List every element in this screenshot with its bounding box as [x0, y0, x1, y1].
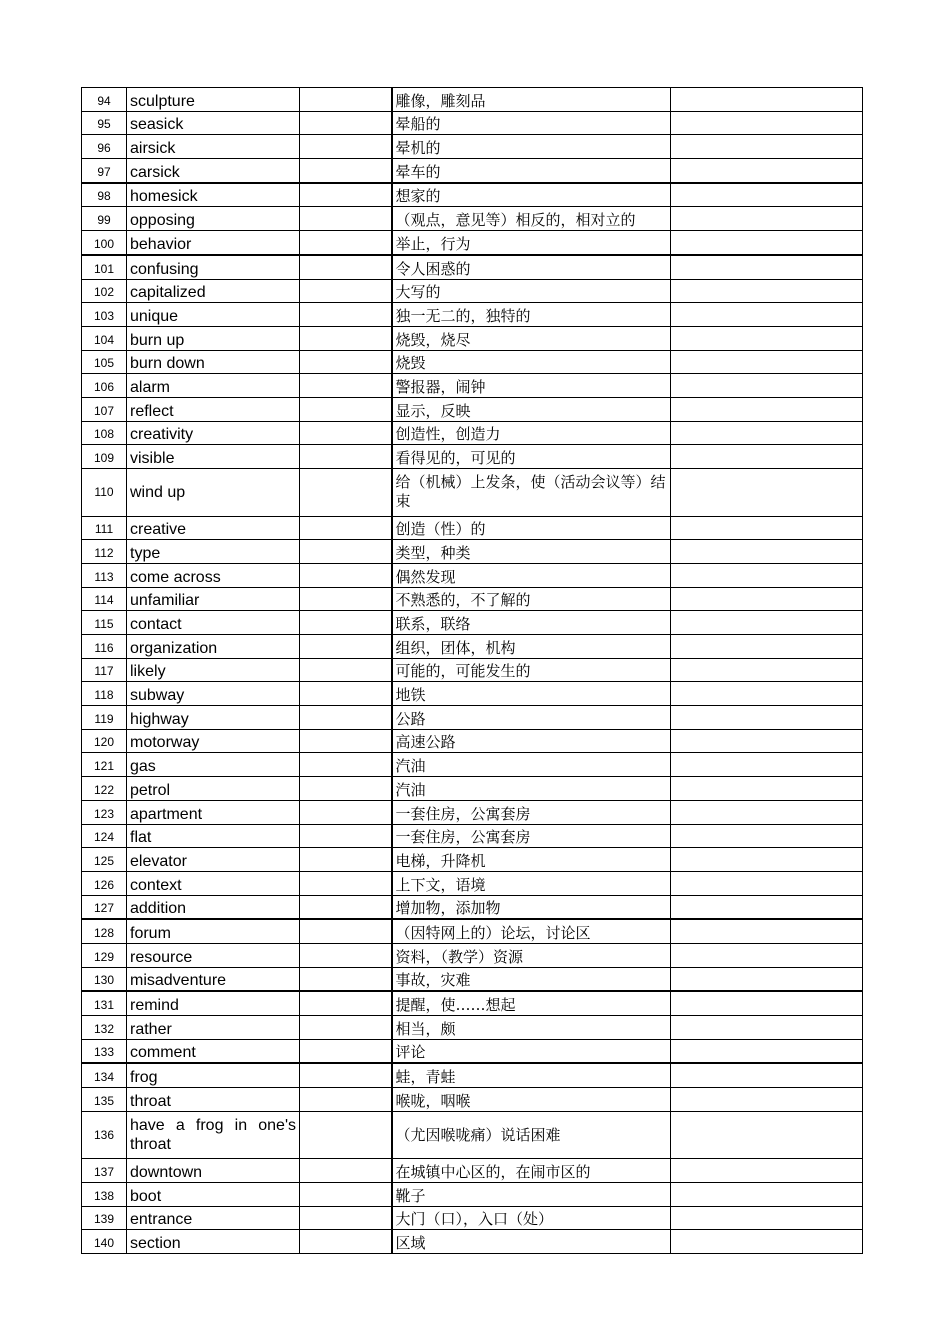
table-row [82, 635, 863, 659]
blank-cell [300, 729, 392, 753]
english-word: section [127, 1230, 300, 1254]
table-row [82, 871, 863, 895]
table-row [82, 1039, 863, 1063]
blank-cell [300, 563, 392, 587]
blank-cell [300, 919, 392, 943]
note-cell [671, 516, 863, 540]
blank-cell [300, 824, 392, 848]
english-word: creative [127, 516, 300, 540]
note-cell [671, 255, 863, 279]
note-cell [671, 397, 863, 421]
blank-cell [300, 159, 392, 183]
chinese-meaning: 可能的，可能发生的 [392, 658, 671, 682]
row-number: 106 [82, 374, 127, 398]
note-cell [671, 658, 863, 682]
note-cell [671, 635, 863, 659]
blank-cell [300, 991, 392, 1015]
chinese-meaning: 给（机械）上发条，使（活动会议等）结束 [392, 469, 671, 517]
row-number: 95 [82, 111, 127, 135]
note-cell [671, 326, 863, 350]
english-word: homesick [127, 183, 300, 207]
table-row [82, 279, 863, 303]
english-word: capitalized [127, 279, 300, 303]
note-cell [671, 967, 863, 991]
blank-cell [300, 374, 392, 398]
table-row [82, 350, 863, 374]
english-word: addition [127, 895, 300, 919]
blank-cell [300, 1088, 392, 1112]
english-word: gas [127, 753, 300, 777]
blank-cell [300, 397, 392, 421]
chinese-meaning: 提醒，使……想起 [392, 991, 671, 1015]
row-number: 126 [82, 871, 127, 895]
table-row [82, 658, 863, 682]
chinese-meaning: 创造性，创造力 [392, 421, 671, 445]
english-word: context [127, 871, 300, 895]
row-number: 113 [82, 563, 127, 587]
blank-cell [300, 587, 392, 611]
chinese-meaning: 独一无二的，独特的 [392, 303, 671, 327]
note-cell [671, 1063, 863, 1087]
english-word: flat [127, 824, 300, 848]
row-number: 115 [82, 611, 127, 635]
row-number: 137 [82, 1159, 127, 1183]
table-row [82, 445, 863, 469]
note-cell [671, 135, 863, 159]
row-number: 139 [82, 1206, 127, 1230]
note-cell [671, 1016, 863, 1040]
chinese-meaning: 显示，反映 [392, 397, 671, 421]
table-row [82, 374, 863, 398]
row-number: 100 [82, 231, 127, 255]
blank-cell [300, 350, 392, 374]
chinese-meaning: 靴子 [392, 1183, 671, 1207]
chinese-meaning: 不熟悉的，不了解的 [392, 587, 671, 611]
english-word: type [127, 540, 300, 564]
english-word: opposing [127, 207, 300, 231]
chinese-meaning: 资料，（教学）资源 [392, 943, 671, 967]
row-number: 119 [82, 706, 127, 730]
english-word: forum [127, 919, 300, 943]
english-word: reflect [127, 397, 300, 421]
row-number: 117 [82, 658, 127, 682]
table-row [82, 1183, 863, 1207]
table-row [82, 1063, 863, 1087]
blank-cell [300, 1159, 392, 1183]
note-cell [671, 777, 863, 801]
row-number: 121 [82, 753, 127, 777]
row-number: 101 [82, 255, 127, 279]
chinese-meaning: 高速公路 [392, 729, 671, 753]
blank-cell [300, 469, 392, 517]
note-cell [671, 871, 863, 895]
row-number: 99 [82, 207, 127, 231]
note-cell [671, 800, 863, 824]
english-word: burn down [127, 350, 300, 374]
chinese-meaning: 联系，联络 [392, 611, 671, 635]
blank-cell [300, 611, 392, 635]
chinese-meaning: 上下文，语境 [392, 871, 671, 895]
note-cell [671, 88, 863, 112]
chinese-meaning: 一套住房，公寓套房 [392, 800, 671, 824]
table-row [82, 587, 863, 611]
row-number: 102 [82, 279, 127, 303]
english-word: alarm [127, 374, 300, 398]
chinese-meaning: 晕船的 [392, 111, 671, 135]
row-number: 128 [82, 919, 127, 943]
table-row [82, 991, 863, 1015]
note-cell [671, 374, 863, 398]
table-row [82, 326, 863, 350]
row-number: 131 [82, 991, 127, 1015]
chinese-meaning: 创造（性）的 [392, 516, 671, 540]
row-number: 132 [82, 1016, 127, 1040]
chinese-meaning: 烧毁 [392, 350, 671, 374]
english-word: creativity [127, 421, 300, 445]
blank-cell [300, 635, 392, 659]
chinese-meaning: 警报器，闹钟 [392, 374, 671, 398]
chinese-meaning: 公路 [392, 706, 671, 730]
table-row [82, 1230, 863, 1254]
english-word: motorway [127, 729, 300, 753]
english-word: wind up [127, 469, 300, 517]
note-cell [671, 848, 863, 872]
english-word: sculpture [127, 88, 300, 112]
row-number: 96 [82, 135, 127, 159]
row-number: 107 [82, 397, 127, 421]
note-cell [671, 540, 863, 564]
blank-cell [300, 255, 392, 279]
note-cell [671, 1088, 863, 1112]
table-row [82, 255, 863, 279]
english-word: seasick [127, 111, 300, 135]
row-number: 108 [82, 421, 127, 445]
blank-cell [300, 1183, 392, 1207]
chinese-meaning: 令人困惑的 [392, 255, 671, 279]
blank-cell [300, 1230, 392, 1254]
note-cell [671, 1183, 863, 1207]
table-row [82, 1159, 863, 1183]
row-number: 120 [82, 729, 127, 753]
chinese-meaning: 相当，颇 [392, 1016, 671, 1040]
table-row [82, 88, 863, 112]
note-cell [671, 943, 863, 967]
blank-cell [300, 303, 392, 327]
chinese-meaning: 晕车的 [392, 159, 671, 183]
blank-cell [300, 445, 392, 469]
chinese-meaning: （观点，意见等）相反的，相对立的 [392, 207, 671, 231]
row-number: 94 [82, 88, 127, 112]
table-row [82, 729, 863, 753]
english-word: subway [127, 682, 300, 706]
note-cell [671, 682, 863, 706]
blank-cell [300, 682, 392, 706]
blank-cell [300, 895, 392, 919]
table-row [82, 516, 863, 540]
english-word: apartment [127, 800, 300, 824]
row-number: 114 [82, 587, 127, 611]
english-word: remind [127, 991, 300, 1015]
chinese-meaning: 增加物，添加物 [392, 895, 671, 919]
note-cell [671, 421, 863, 445]
row-number: 127 [82, 895, 127, 919]
chinese-meaning: 看得见的，可见的 [392, 445, 671, 469]
blank-cell [300, 1016, 392, 1040]
note-cell [671, 1230, 863, 1254]
note-cell [671, 563, 863, 587]
table-row [82, 824, 863, 848]
note-cell [671, 753, 863, 777]
row-number: 133 [82, 1039, 127, 1063]
chinese-meaning: 电梯，升降机 [392, 848, 671, 872]
blank-cell [300, 800, 392, 824]
blank-cell [300, 326, 392, 350]
note-cell [671, 183, 863, 207]
english-word: have a frog in one's throat [127, 1111, 300, 1159]
row-number: 134 [82, 1063, 127, 1087]
table-row [82, 540, 863, 564]
chinese-meaning: 汽油 [392, 777, 671, 801]
note-cell [671, 919, 863, 943]
chinese-meaning: 类型，种类 [392, 540, 671, 564]
note-cell [671, 1039, 863, 1063]
vocabulary-table [81, 87, 863, 1254]
note-cell [671, 303, 863, 327]
english-word: come across [127, 563, 300, 587]
table-row [82, 1206, 863, 1230]
table-row [82, 706, 863, 730]
english-word: rather [127, 1016, 300, 1040]
chinese-meaning: 大门（口），入口（处） [392, 1206, 671, 1230]
chinese-meaning: 组织，团体，机构 [392, 635, 671, 659]
chinese-meaning: 举止，行为 [392, 231, 671, 255]
blank-cell [300, 658, 392, 682]
chinese-meaning: 蛙，青蛙 [392, 1063, 671, 1087]
note-cell [671, 729, 863, 753]
table-row [82, 1088, 863, 1112]
note-cell [671, 445, 863, 469]
row-number: 97 [82, 159, 127, 183]
blank-cell [300, 183, 392, 207]
english-word: visible [127, 445, 300, 469]
chinese-meaning: 一套住房，公寓套房 [392, 824, 671, 848]
chinese-meaning: 区域 [392, 1230, 671, 1254]
table-row [82, 1111, 863, 1159]
row-number: 124 [82, 824, 127, 848]
blank-cell [300, 516, 392, 540]
english-word: unique [127, 303, 300, 327]
table-row [82, 207, 863, 231]
chinese-meaning: 评论 [392, 1039, 671, 1063]
english-word: organization [127, 635, 300, 659]
table-row [82, 159, 863, 183]
english-word: behavior [127, 231, 300, 255]
english-word: elevator [127, 848, 300, 872]
chinese-meaning: （尤因喉咙痛）说话困难 [392, 1111, 671, 1159]
blank-cell [300, 1039, 392, 1063]
row-number: 110 [82, 469, 127, 517]
row-number: 136 [82, 1111, 127, 1159]
table-row [82, 111, 863, 135]
chinese-meaning: （因特网上的）论坛，讨论区 [392, 919, 671, 943]
note-cell [671, 207, 863, 231]
table-row [82, 135, 863, 159]
note-cell [671, 279, 863, 303]
blank-cell [300, 1111, 392, 1159]
table-row [82, 753, 863, 777]
row-number: 130 [82, 967, 127, 991]
note-cell [671, 611, 863, 635]
table-row [82, 303, 863, 327]
english-word: entrance [127, 1206, 300, 1230]
blank-cell [300, 88, 392, 112]
table-row [82, 800, 863, 824]
row-number: 116 [82, 635, 127, 659]
blank-cell [300, 135, 392, 159]
row-number: 125 [82, 848, 127, 872]
table-row [82, 943, 863, 967]
note-cell [671, 231, 863, 255]
note-cell [671, 1111, 863, 1159]
row-number: 111 [82, 516, 127, 540]
row-number: 105 [82, 350, 127, 374]
table-row [82, 895, 863, 919]
english-word: boot [127, 1183, 300, 1207]
row-number: 98 [82, 183, 127, 207]
blank-cell [300, 967, 392, 991]
note-cell [671, 587, 863, 611]
row-number: 104 [82, 326, 127, 350]
note-cell [671, 895, 863, 919]
row-number: 112 [82, 540, 127, 564]
english-word: carsick [127, 159, 300, 183]
chinese-meaning: 喉咙，咽喉 [392, 1088, 671, 1112]
table-row [82, 469, 863, 517]
blank-cell [300, 1063, 392, 1087]
table-row [82, 421, 863, 445]
english-word: petrol [127, 777, 300, 801]
english-word: confusing [127, 255, 300, 279]
table-row [82, 397, 863, 421]
english-word: comment [127, 1039, 300, 1063]
chinese-meaning: 雕像，雕刻品 [392, 88, 671, 112]
table-row [82, 611, 863, 635]
row-number: 138 [82, 1183, 127, 1207]
blank-cell [300, 871, 392, 895]
note-cell [671, 991, 863, 1015]
blank-cell [300, 540, 392, 564]
table-row [82, 1016, 863, 1040]
row-number: 140 [82, 1230, 127, 1254]
chinese-meaning: 大写的 [392, 279, 671, 303]
chinese-meaning: 想家的 [392, 183, 671, 207]
english-word: burn up [127, 326, 300, 350]
blank-cell [300, 279, 392, 303]
table-row [82, 682, 863, 706]
row-number: 109 [82, 445, 127, 469]
chinese-meaning: 晕机的 [392, 135, 671, 159]
chinese-meaning: 地铁 [392, 682, 671, 706]
note-cell [671, 350, 863, 374]
english-word: downtown [127, 1159, 300, 1183]
english-word: unfamiliar [127, 587, 300, 611]
english-word: likely [127, 658, 300, 682]
row-number: 103 [82, 303, 127, 327]
chinese-meaning: 烧毁，烧尽 [392, 326, 671, 350]
english-word: contact [127, 611, 300, 635]
blank-cell [300, 111, 392, 135]
blank-cell [300, 207, 392, 231]
blank-cell [300, 1206, 392, 1230]
table-row [82, 967, 863, 991]
note-cell [671, 1206, 863, 1230]
blank-cell [300, 777, 392, 801]
table-row [82, 231, 863, 255]
note-cell [671, 469, 863, 517]
english-word: airsick [127, 135, 300, 159]
row-number: 118 [82, 682, 127, 706]
english-word: frog [127, 1063, 300, 1087]
table-row [82, 848, 863, 872]
blank-cell [300, 706, 392, 730]
table-row [82, 563, 863, 587]
note-cell [671, 824, 863, 848]
blank-cell [300, 848, 392, 872]
chinese-meaning: 偶然发现 [392, 563, 671, 587]
chinese-meaning: 在城镇中心区的，在闹市区的 [392, 1159, 671, 1183]
chinese-meaning: 事故，灾难 [392, 967, 671, 991]
row-number: 123 [82, 800, 127, 824]
table-row [82, 919, 863, 943]
blank-cell [300, 753, 392, 777]
table-row [82, 183, 863, 207]
row-number: 129 [82, 943, 127, 967]
blank-cell [300, 231, 392, 255]
note-cell [671, 111, 863, 135]
chinese-meaning: 汽油 [392, 753, 671, 777]
english-word: highway [127, 706, 300, 730]
note-cell [671, 1159, 863, 1183]
row-number: 135 [82, 1088, 127, 1112]
english-word: resource [127, 943, 300, 967]
row-number: 122 [82, 777, 127, 801]
note-cell [671, 159, 863, 183]
english-word: misadventure [127, 967, 300, 991]
note-cell [671, 706, 863, 730]
table-row [82, 777, 863, 801]
blank-cell [300, 943, 392, 967]
blank-cell [300, 421, 392, 445]
english-word: throat [127, 1088, 300, 1112]
